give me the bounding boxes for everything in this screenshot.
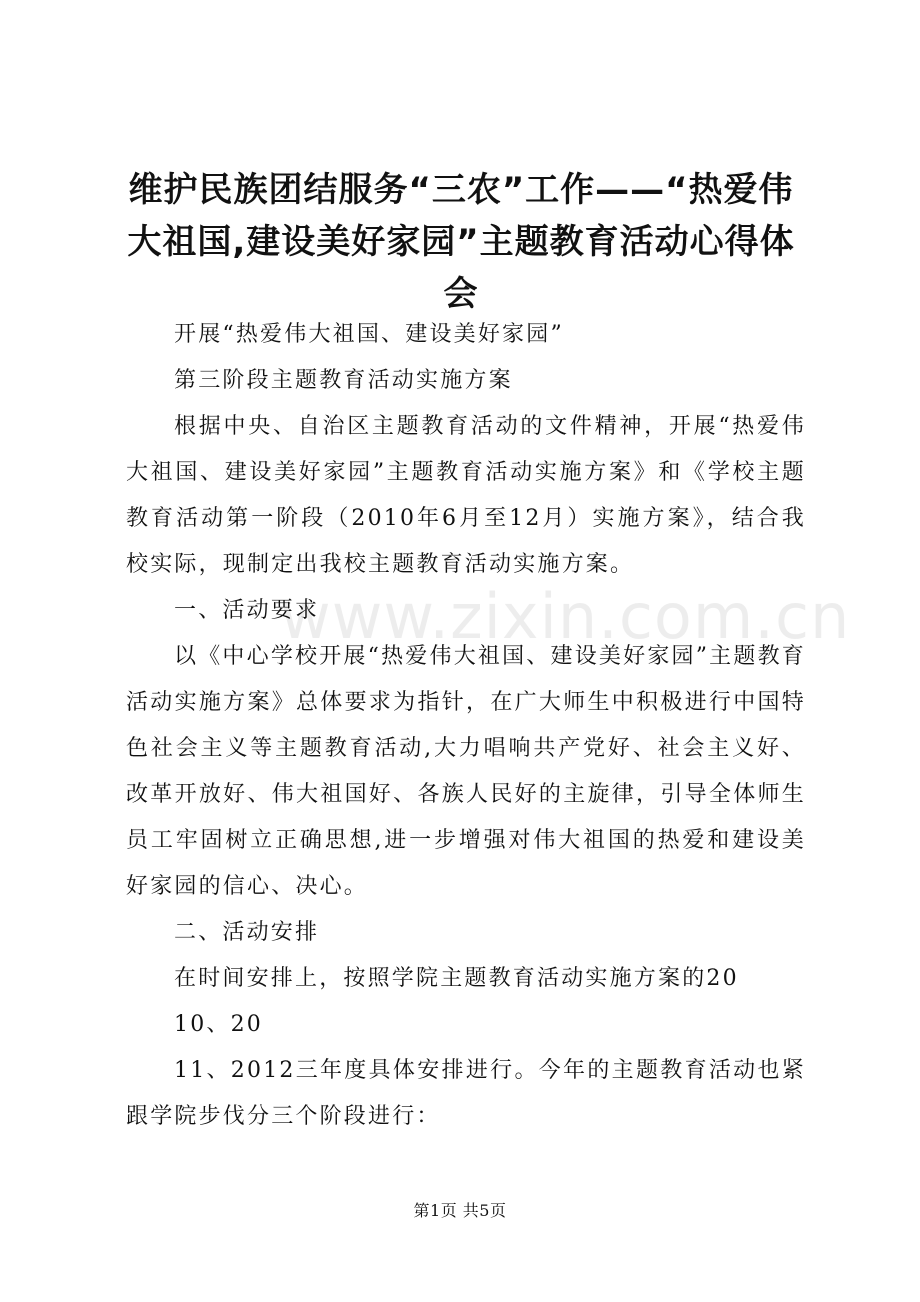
document-body xyxy=(126,312,806,1140)
section-heading: 一、活动要求 xyxy=(174,598,320,623)
paragraph: 以《中心学校开展“热爱伟大祖国、建设美好家园”主题教育活动实施方案》总体要求为指针，在广大师生中积极进行中国特色社会主义等主题教育活动,大力唱响共产党好、社会主义好、改革开放好、伟大祖国好、各族人民好的主旋律，引导全体师生员工牢固树立正确思想,进一步增强对伟大祖国的热爱和建设美好家园的信心、决心。 xyxy=(126,644,806,899)
page-footer: 第1页 共5页 xyxy=(413,1201,507,1220)
paragraph: 开展“热爱伟大祖国、建设美好家园” xyxy=(174,322,564,347)
section-heading: 二、活动安排 xyxy=(174,920,320,945)
paragraph: 第三阶段主题教育活动实施方案 xyxy=(174,368,513,393)
watermark: www.zixin.com.cn xyxy=(280,580,851,653)
paragraph: 10、20 xyxy=(174,1012,263,1037)
paragraph: 11、2012三年度具体安排进行。今年的主题教育活动也紧跟学院步伐分三个阶段进行： xyxy=(126,1058,806,1129)
paragraph: 根据中央、自治区主题教育活动的文件精神，开展“热爱伟大祖国、建设美好家园”主题教育活动实施方案》和《学校主题教育活动第一阶段（2010年6月至12月）实施方案》，结合我校实际，现制定出我校主题教育活动实施方案。 xyxy=(126,414,806,577)
paragraph: 在时间安排上，按照学院主题教育活动实施方案的20 xyxy=(174,966,739,991)
document-title: 维护民族团结服务“三农”工作——“热爱伟大祖国,建设美好家园”主题教育活动心得体会 xyxy=(127,170,795,314)
